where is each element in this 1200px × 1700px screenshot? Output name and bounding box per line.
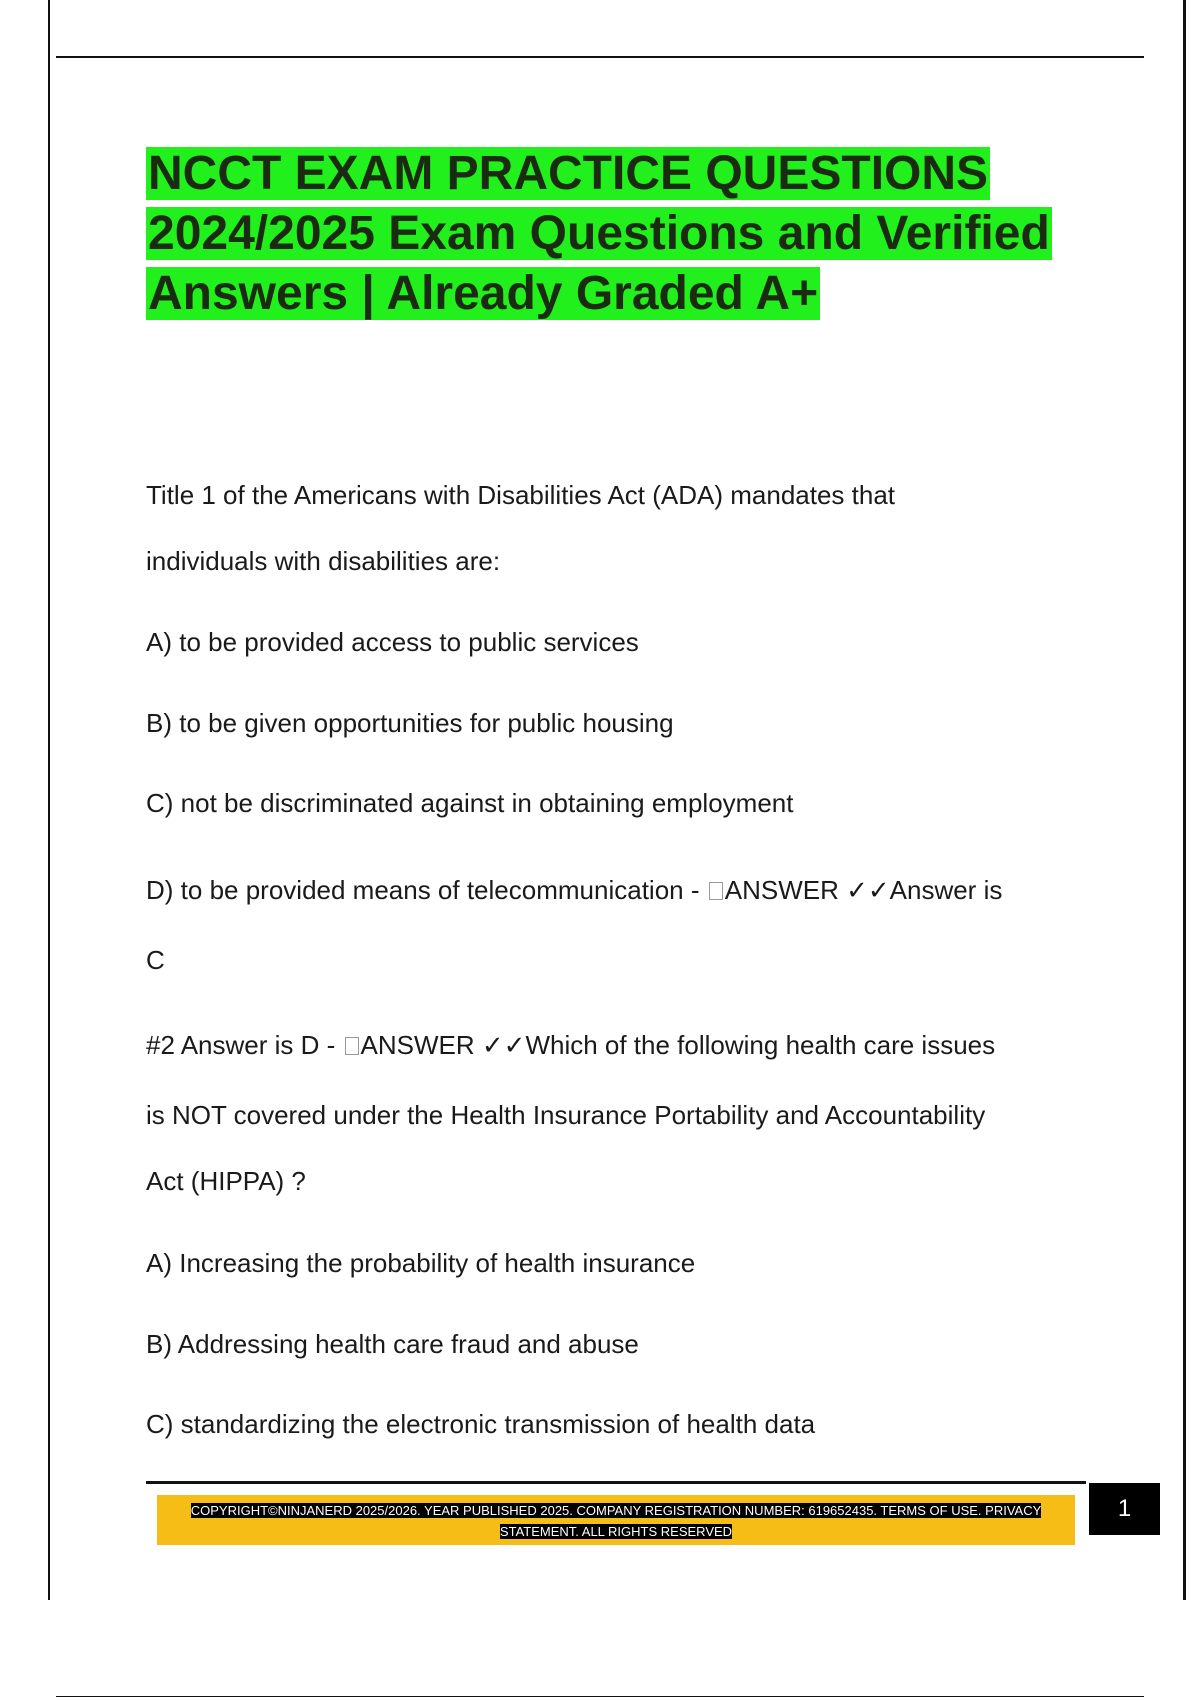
question-2-option-b: B) Addressing health care fraud and abuse — [146, 1329, 639, 1359]
question-1-option-d — [146, 874, 1002, 906]
question-2-line-2: is NOT covered under the Health Insurance Portability and Accountability — [146, 1100, 986, 1130]
question-2-line-1-text: ANSWER ✓✓Which of the following health care issues — [360, 1030, 996, 1060]
question-1-option-b: B) to be given opportunities for public housing — [146, 708, 674, 738]
question-2-line-3: Act (HIPPA) ? — [146, 1166, 306, 1196]
question-2-option-a: A) Increasing the probability of health insurance — [146, 1248, 696, 1278]
document-title — [146, 144, 1106, 324]
footer-copyright-line-2: STATEMENT. ALL RIGHTS RESERVED — [499, 1524, 733, 1539]
missing-glyph-box-icon — [709, 882, 723, 900]
footer-copyright-line-1: COPYRIGHT©NINJANERD 2025/2026. YEAR PUBLISHED 2025. COMPANY REGISTRATION NUMBER: 619652435. TERMS OF USE. PRIVACY — [190, 1503, 1042, 1518]
bottom-rule — [56, 1696, 1144, 1697]
question-1-option-a: A) to be provided access to public services — [146, 627, 639, 657]
question-1-option-d-text: D) to be provided means of telecommunication - — [146, 875, 700, 905]
question-1-option-c: C) not be discriminated against in obtaining employment — [146, 788, 794, 818]
question-1-answer-continued: C — [146, 945, 165, 975]
missing-glyph-box-icon — [345, 1037, 359, 1055]
question-1-answer: ANSWER ✓✓Answer is — [724, 875, 1003, 905]
page-border-left — [48, 0, 50, 1600]
question-2-prefix: #2 Answer is D - — [146, 1030, 336, 1060]
question-2-option-c: C) standardizing the electronic transmission of health data — [146, 1409, 816, 1439]
question-1-line-2: individuals with disabilities are: — [146, 546, 501, 576]
footer-rule — [146, 1481, 1086, 1484]
title-highlight: NCCT EXAM PRACTICE QUESTIONS 2024/2025 Exam Questions and Verified Answers | Already Graded A+ — [148, 147, 1050, 320]
footer-copyright — [170, 1500, 1062, 1542]
page-border-right — [1183, 0, 1186, 1600]
question-1-line-1: Title 1 of the Americans with Disabilities Act (ADA) mandates that — [146, 480, 896, 510]
page-number: 1 — [1089, 1483, 1160, 1535]
top-rule — [56, 56, 1144, 58]
question-2-line-1 — [146, 1029, 995, 1061]
